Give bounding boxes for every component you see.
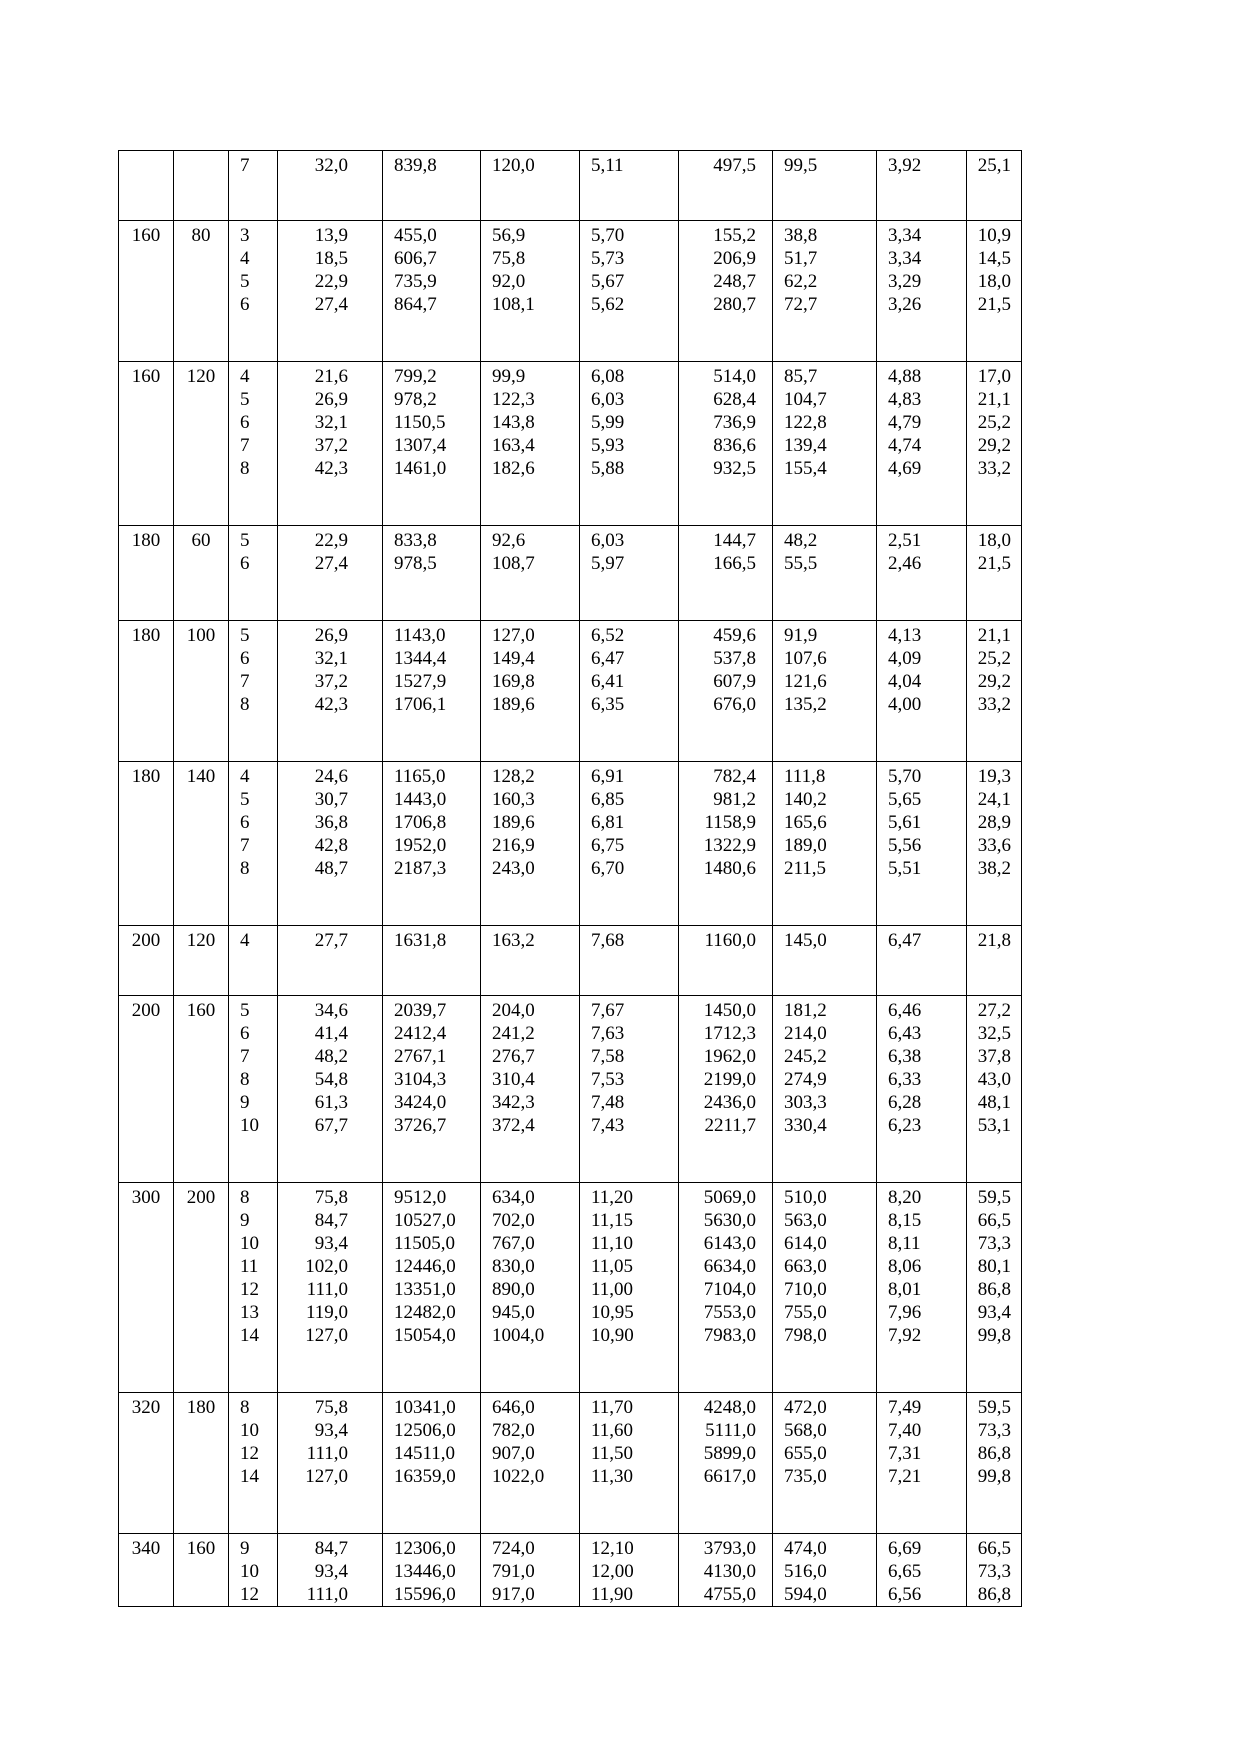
mass-cell: 27,2 32,5 37,8 43,0 48,1 53,1: [967, 996, 1022, 1183]
ry-cell: 4,88 4,83 4,79 4,74 4,69: [877, 362, 967, 526]
size-b-cell: 60: [174, 526, 229, 621]
table-row: [119, 151, 1022, 221]
thickness-cell: 7: [229, 151, 278, 221]
ry-cell: 6,69 6,65 6,56: [877, 1534, 967, 1607]
ry-cell: 6,47: [877, 926, 967, 996]
rx-cell: 11,20 11,15 11,10 11,05 11,00 10,95 10,90: [580, 1183, 679, 1393]
mass-cell: 21,1 25,2 29,2 33,2: [967, 621, 1022, 762]
thickness-cell: 9 10 12: [229, 1534, 278, 1607]
wy-cell: 474,0 516,0 594,0: [773, 1534, 877, 1607]
table-row: [119, 1183, 1022, 1393]
wx-cell: 646,0 782,0 907,0 1022,0: [481, 1393, 580, 1534]
mass-cell: 25,1: [967, 151, 1022, 221]
table-row: [119, 1534, 1022, 1607]
ix-cell: 12306,0 13446,0 15596,0: [383, 1534, 481, 1607]
rx-cell: 6,08 6,03 5,99 5,93 5,88: [580, 362, 679, 526]
wx-cell: 634,0 702,0 767,0 830,0 890,0 945,0 1004,0: [481, 1183, 580, 1393]
size-a-cell: 300: [119, 1183, 174, 1393]
area-cell: 34,6 41,4 48,2 54,8 61,3 67,7: [278, 996, 383, 1183]
table-row: [119, 926, 1022, 996]
mass-cell: 18,0 21,5: [967, 526, 1022, 621]
wy-cell: 145,0: [773, 926, 877, 996]
area-cell: 75,8 93,4 111,0 127,0: [278, 1393, 383, 1534]
wy-cell: 472,0 568,0 655,0 735,0: [773, 1393, 877, 1534]
wy-cell: 111,8 140,2 165,6 189,0 211,5: [773, 762, 877, 926]
rx-cell: 6,91 6,85 6,81 6,75 6,70: [580, 762, 679, 926]
table-row: [119, 526, 1022, 621]
thickness-cell: 5 6 7 8 9 10: [229, 996, 278, 1183]
rx-cell: 6,03 5,97: [580, 526, 679, 621]
table-row: [119, 996, 1022, 1183]
rx-cell: 5,70 5,73 5,67 5,62: [580, 221, 679, 362]
wy-cell: 99,5: [773, 151, 877, 221]
area-cell: 84,7 93,4 111,0: [278, 1534, 383, 1607]
area-cell: 22,9 27,4: [278, 526, 383, 621]
thickness-cell: 5 6 7 8: [229, 621, 278, 762]
iy-cell: 155,2 206,9 248,7 280,7: [679, 221, 773, 362]
wx-cell: 92,6 108,7: [481, 526, 580, 621]
size-a-cell: 160: [119, 362, 174, 526]
wy-cell: 181,2 214,0 245,2 274,9 303,3 330,4: [773, 996, 877, 1183]
ix-cell: 455,0 606,7 735,9 864,7: [383, 221, 481, 362]
area-cell: 27,7: [278, 926, 383, 996]
rx-cell: 6,52 6,47 6,41 6,35: [580, 621, 679, 762]
rx-cell: 5,11: [580, 151, 679, 221]
wy-cell: 510,0 563,0 614,0 663,0 710,0 755,0 798,0: [773, 1183, 877, 1393]
iy-cell: 782,4 981,2 1158,9 1322,9 1480,6: [679, 762, 773, 926]
size-a-cell: 200: [119, 926, 174, 996]
size-a-cell: 180: [119, 762, 174, 926]
size-b-cell: 180: [174, 1393, 229, 1534]
wy-cell: 91,9 107,6 121,6 135,2: [773, 621, 877, 762]
size-b-cell: 80: [174, 221, 229, 362]
ix-cell: 799,2 978,2 1150,5 1307,4 1461,0: [383, 362, 481, 526]
table-row: [119, 621, 1022, 762]
ix-cell: 1143,0 1344,4 1527,9 1706,1: [383, 621, 481, 762]
steel-profile-table: [118, 150, 1022, 1607]
thickness-cell: 8 10 12 14: [229, 1393, 278, 1534]
area-cell: 21,6 26,9 32,1 37,2 42,3: [278, 362, 383, 526]
mass-cell: 59,5 66,5 73,3 80,1 86,8 93,4 99,8: [967, 1183, 1022, 1393]
ix-cell: 9512,0 10527,0 11505,0 12446,0 13351,0 12482,0 15054,0: [383, 1183, 481, 1393]
table-row: [119, 221, 1022, 362]
wx-cell: 120,0: [481, 151, 580, 221]
size-b-cell: 120: [174, 362, 229, 526]
wx-cell: 724,0 791,0 917,0: [481, 1534, 580, 1607]
size-a-cell: 200: [119, 996, 174, 1183]
area-cell: 32,0: [278, 151, 383, 221]
iy-cell: 5069,0 5630,0 6143,0 6634,0 7104,0 7553,0 7983,0: [679, 1183, 773, 1393]
size-a-cell: 180: [119, 526, 174, 621]
ix-cell: 10341,0 12506,0 14511,0 16359,0: [383, 1393, 481, 1534]
mass-cell: 21,8: [967, 926, 1022, 996]
ry-cell: 3,34 3,34 3,29 3,26: [877, 221, 967, 362]
rx-cell: 7,68: [580, 926, 679, 996]
size-a-cell: 180: [119, 621, 174, 762]
size-a-cell: [119, 151, 174, 221]
size-a-cell: 320: [119, 1393, 174, 1534]
iy-cell: 459,6 537,8 607,9 676,0: [679, 621, 773, 762]
mass-cell: 59,5 73,3 86,8 99,8: [967, 1393, 1022, 1534]
iy-cell: 1450,0 1712,3 1962,0 2199,0 2436,0 2211,7: [679, 996, 773, 1183]
iy-cell: 1160,0: [679, 926, 773, 996]
mass-cell: 19,3 24,1 28,9 33,6 38,2: [967, 762, 1022, 926]
area-cell: 75,8 84,7 93,4 102,0 111,0 119,0 127,0: [278, 1183, 383, 1393]
iy-cell: 144,7 166,5: [679, 526, 773, 621]
thickness-cell: 5 6: [229, 526, 278, 621]
ry-cell: 8,20 8,15 8,11 8,06 8,01 7,96 7,92: [877, 1183, 967, 1393]
iy-cell: 3793,0 4130,0 4755,0: [679, 1534, 773, 1607]
mass-cell: 17,0 21,1 25,2 29,2 33,2: [967, 362, 1022, 526]
size-a-cell: 340: [119, 1534, 174, 1607]
wx-cell: 128,2 160,3 189,6 216,9 243,0: [481, 762, 580, 926]
size-b-cell: 160: [174, 996, 229, 1183]
size-b-cell: 140: [174, 762, 229, 926]
ry-cell: 6,46 6,43 6,38 6,33 6,28 6,23: [877, 996, 967, 1183]
thickness-cell: 4 5 6 7 8: [229, 362, 278, 526]
wx-cell: 163,2: [481, 926, 580, 996]
thickness-cell: 4 5 6 7 8: [229, 762, 278, 926]
wy-cell: 48,2 55,5: [773, 526, 877, 621]
area-cell: 24,6 30,7 36,8 42,8 48,7: [278, 762, 383, 926]
table-row: [119, 762, 1022, 926]
wy-cell: 85,7 104,7 122,8 139,4 155,4: [773, 362, 877, 526]
wy-cell: 38,8 51,7 62,2 72,7: [773, 221, 877, 362]
wx-cell: 127,0 149,4 169,8 189,6: [481, 621, 580, 762]
ry-cell: 4,13 4,09 4,04 4,00: [877, 621, 967, 762]
table-row: [119, 362, 1022, 526]
ix-cell: 833,8 978,5: [383, 526, 481, 621]
iy-cell: 514,0 628,4 736,9 836,6 932,5: [679, 362, 773, 526]
rx-cell: 12,10 12,00 11,90: [580, 1534, 679, 1607]
mass-cell: 66,5 73,3 86,8: [967, 1534, 1022, 1607]
size-b-cell: [174, 151, 229, 221]
thickness-cell: 4: [229, 926, 278, 996]
size-b-cell: 120: [174, 926, 229, 996]
ry-cell: 5,70 5,65 5,61 5,56 5,51: [877, 762, 967, 926]
table-body: [119, 151, 1022, 1607]
ry-cell: 2,51 2,46: [877, 526, 967, 621]
ry-cell: 7,49 7,40 7,31 7,21: [877, 1393, 967, 1534]
wx-cell: 99,9 122,3 143,8 163,4 182,6: [481, 362, 580, 526]
wx-cell: 56,9 75,8 92,0 108,1: [481, 221, 580, 362]
area-cell: 13,9 18,5 22,9 27,4: [278, 221, 383, 362]
size-b-cell: 160: [174, 1534, 229, 1607]
ry-cell: 3,92: [877, 151, 967, 221]
iy-cell: 497,5: [679, 151, 773, 221]
mass-cell: 10,9 14,5 18,0 21,5: [967, 221, 1022, 362]
ix-cell: 1631,8: [383, 926, 481, 996]
area-cell: 26,9 32,1 37,2 42,3: [278, 621, 383, 762]
ix-cell: 1165,0 1443,0 1706,8 1952,0 2187,3: [383, 762, 481, 926]
ix-cell: 839,8: [383, 151, 481, 221]
rx-cell: 7,67 7,63 7,58 7,53 7,48 7,43: [580, 996, 679, 1183]
ix-cell: 2039,7 2412,4 2767,1 3104,3 3424,0 3726,7: [383, 996, 481, 1183]
thickness-cell: 8 9 10 11 12 13 14: [229, 1183, 278, 1393]
size-b-cell: 200: [174, 1183, 229, 1393]
wx-cell: 204,0 241,2 276,7 310,4 342,3 372,4: [481, 996, 580, 1183]
size-b-cell: 100: [174, 621, 229, 762]
iy-cell: 4248,0 5111,0 5899,0 6617,0: [679, 1393, 773, 1534]
rx-cell: 11,70 11,60 11,50 11,30: [580, 1393, 679, 1534]
thickness-cell: 3 4 5 6: [229, 221, 278, 362]
size-a-cell: 160: [119, 221, 174, 362]
table-row: [119, 1393, 1022, 1534]
